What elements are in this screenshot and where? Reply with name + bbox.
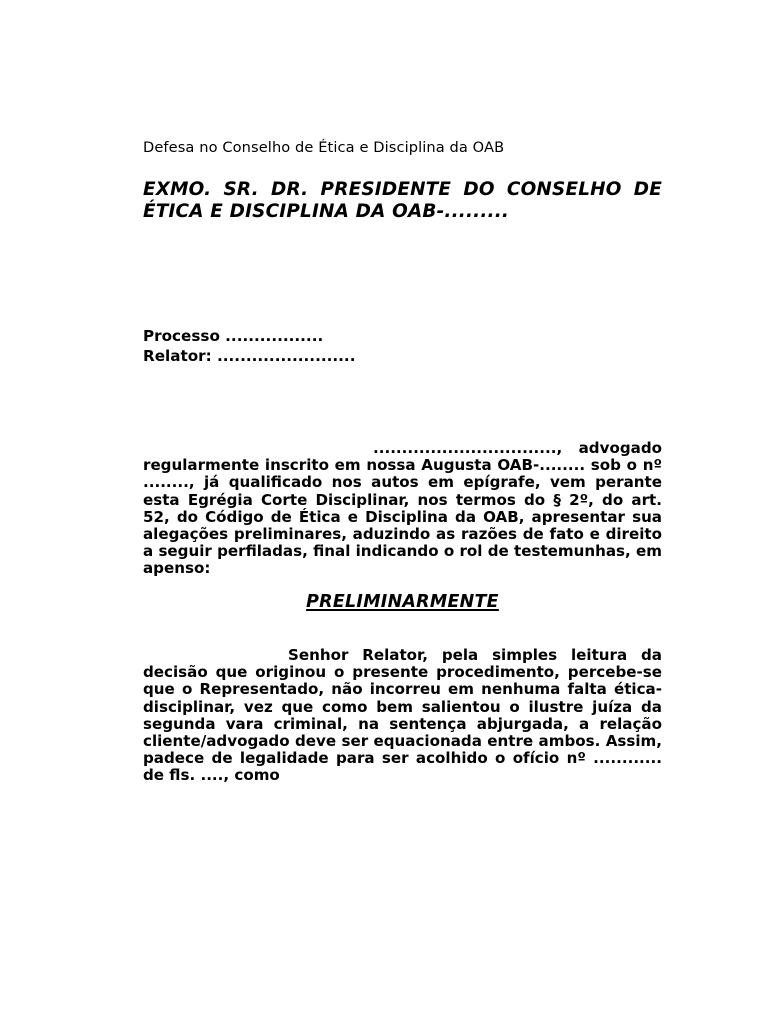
processo-line: Processo ................. [143,327,324,345]
qualification-paragraph [143,440,662,578]
signature-dots-placeholder: ................................, [373,439,563,457]
section-heading-preliminarmente [143,592,662,613]
preliminary-paragraph-indent [143,646,288,664]
addressee-heading: EXMO. SR. DR. PRESIDENTE DO CONSELHO DE ÉTICA E DISCIPLINA DA OAB-......... [143,179,662,222]
preliminary-paragraph [143,647,662,785]
qualification-paragraph-text: advogado regularmente inscrito em nossa Augusta OAB-........ sob o nº ........, já qualificado nos autos em epígrafe, vem perante esta Egrégia Corte Disciplinar, nos termos do § 2º, do art. 52, do Código de Ética e Disciplina da OAB, apresentar sua alegações preliminares, aduzindo as razões de fato e direito a seguir perfiladas, final indicando o rol de testemunhas, em apenso: [143,439,662,578]
section-heading-label: PRELIMINARMENTE [306,592,499,612]
preliminary-paragraph-text: Senhor Relator, pela simples leitura da decisão que originou o presente procedimento, percebe-se que o Representado, não incorreu em nenhuma falta ética-disciplinar, vez que como bem salientou o ilustre juíza da segunda vara criminal, na sentença abjurgada, a relação cliente/advogado deve ser equacionada entre ambos. Assim, padece de legalidade para ser acolhido o ofício nº ............ de fls. ...., como [143,646,662,785]
relator-line: Relator: ........................ [143,346,356,365]
document-header-line: Defesa no Conselho de Ética e Disciplina da OAB [143,139,505,156]
case-info-block [143,327,662,366]
